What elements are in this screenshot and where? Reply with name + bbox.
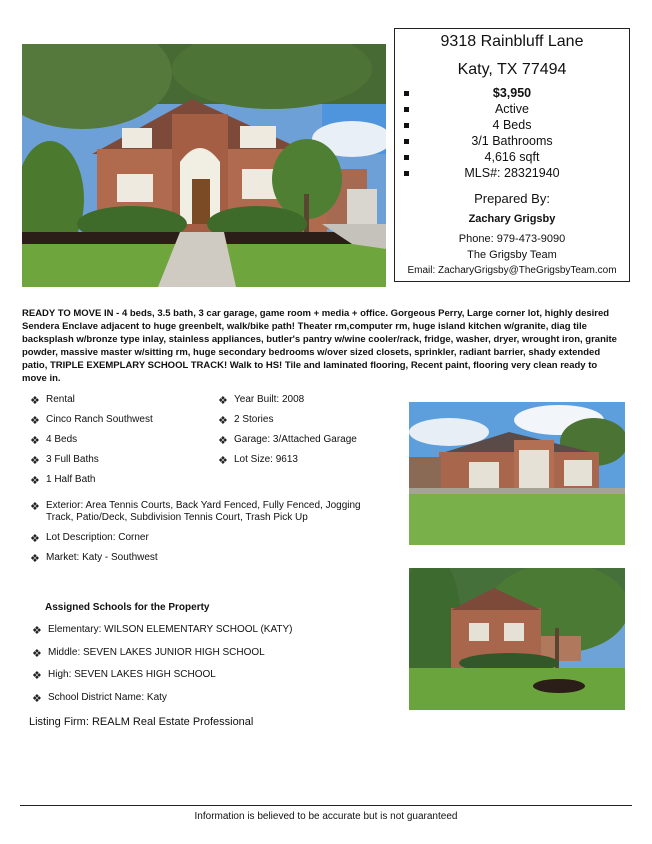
prepared-by-heading: Prepared By: <box>474 191 550 206</box>
side-yard-photo <box>409 568 625 710</box>
footer-disclaimer: Information is believed to be accurate but is not guaranteed <box>194 811 458 822</box>
diamond-bullet-icon: ❖ <box>30 501 40 513</box>
property-facts-list <box>395 85 629 181</box>
diamond-bullet-icon: ❖ <box>30 395 40 407</box>
agent-name: Zachary Grigsby <box>468 213 556 225</box>
fact-price: $3,950 <box>395 85 629 101</box>
diamond-bullet-icon: ❖ <box>32 647 42 660</box>
rear-photo <box>409 402 625 545</box>
hero-photo <box>22 44 386 287</box>
address-line2: Katy, TX 77494 <box>457 61 567 78</box>
list-item: ❖ School District Name: Katy <box>32 691 167 705</box>
square-bullet-icon <box>404 171 409 176</box>
footer-divider <box>20 805 632 806</box>
list-item: ❖ Exterior: Area Tennis Courts, Back Yard Fenced, Fully Fenced, Jogging Track, Patio/Deck, Subdivision Tennis Court, Trash Pick Up <box>30 500 361 523</box>
list-item: ❖ Rental <box>30 394 75 407</box>
diamond-bullet-icon: ❖ <box>30 553 40 565</box>
square-bullet-icon <box>404 155 409 160</box>
diamond-bullet-icon: ❖ <box>32 670 42 682</box>
address-line1: 9318 Rainbluff Lane <box>440 33 584 50</box>
diamond-bullet-icon: ❖ <box>218 415 228 427</box>
list-item: ❖ Garage: 3/Attached Garage <box>218 434 357 447</box>
agent-phone: Phone: 979-473-9090 <box>458 233 566 245</box>
list-item: ❖ Lot Size: 9613 <box>218 454 298 467</box>
diamond-bullet-icon: ❖ <box>30 415 40 427</box>
agent-email: Email: ZacharyGrigsby@TheGrigsbyTeam.com <box>407 265 617 276</box>
list-item: ❖ Cinco Ranch Southwest <box>30 414 153 427</box>
diamond-bullet-icon: ❖ <box>218 435 228 447</box>
diamond-bullet-icon: ❖ <box>30 475 40 487</box>
features-detail-list <box>30 500 380 571</box>
fact-status: Active <box>395 101 629 117</box>
fact-mls: MLS#: 28321940 <box>395 165 629 181</box>
diamond-bullet-icon: ❖ <box>30 455 40 467</box>
list-item: ❖ 2 Stories <box>218 414 274 427</box>
schools-heading: Assigned Schools for the Property <box>45 602 210 613</box>
fact-baths: 3/1 Bathrooms <box>395 133 629 149</box>
diamond-bullet-icon: ❖ <box>218 395 228 407</box>
agent-team: The Grigsby Team <box>467 249 557 261</box>
list-item: ❖ Year Built: 2008 <box>218 394 305 407</box>
listing-firm: Listing Firm: REALM Real Estate Professional <box>29 716 254 728</box>
list-item: ❖ 3 Full Baths <box>30 454 99 467</box>
list-item: ❖ 1 Half Bath <box>30 474 96 487</box>
square-bullet-icon <box>404 107 409 112</box>
property-summary-box <box>394 28 630 282</box>
list-item: ❖ Elementary: WILSON ELEMENTARY SCHOOL (KATY) <box>32 624 293 637</box>
square-bullet-icon <box>404 139 409 144</box>
fact-sqft: 4,616 sqft <box>395 149 629 165</box>
front-elevation-image <box>22 44 386 287</box>
list-item: ❖ Market: Katy - Southwest <box>30 552 158 565</box>
diamond-bullet-icon: ❖ <box>32 692 42 705</box>
list-item: ❖ High: SEVEN LAKES HIGH SCHOOL <box>32 669 216 682</box>
rear-elevation-image <box>409 402 625 545</box>
diamond-bullet-icon: ❖ <box>32 625 42 637</box>
list-item: ❖ Lot Description: Corner <box>30 532 149 545</box>
list-item: ❖ 4 Beds <box>30 434 78 447</box>
square-bullet-icon <box>404 123 409 128</box>
features-right-list <box>218 393 357 473</box>
property-description: READY TO MOVE IN - 4 beds, 3.5 bath, 3 car garage, game room + media + office. Gorgeous Perry, Large corner lot, highly desired Sendera Enclave adjacent to huge greenbelt, walk/bike path! Theater rm,computer rm, huge island kitchen w/granite, diag tile backsplash w/bronze type inlay, stainless appliances, butler's pantry w/wine cooler/rack, fridge, washer, dryer, wrought iron, granite powder, massive master w/sitting rm, huge secondary bedrooms w/over sized closets, sprinkler, radiant barrier, shady extended patio, TRIPLE EXEMPLARY SCHOOL TRACK! Walk to HS! Tile and laminated flooring, Recent paint, flooring very clean ready to move in. <box>22 308 617 384</box>
schools-list <box>32 623 293 713</box>
list-item: ❖ Middle: SEVEN LAKES JUNIOR HIGH SCHOOL <box>32 646 265 660</box>
diamond-bullet-icon: ❖ <box>30 435 40 447</box>
side-yard-image <box>409 568 625 710</box>
diamond-bullet-icon: ❖ <box>30 533 40 545</box>
features-left-list <box>30 393 153 493</box>
diamond-bullet-icon: ❖ <box>218 455 228 467</box>
fact-beds: 4 Beds <box>395 117 629 133</box>
square-bullet-icon <box>404 91 409 96</box>
